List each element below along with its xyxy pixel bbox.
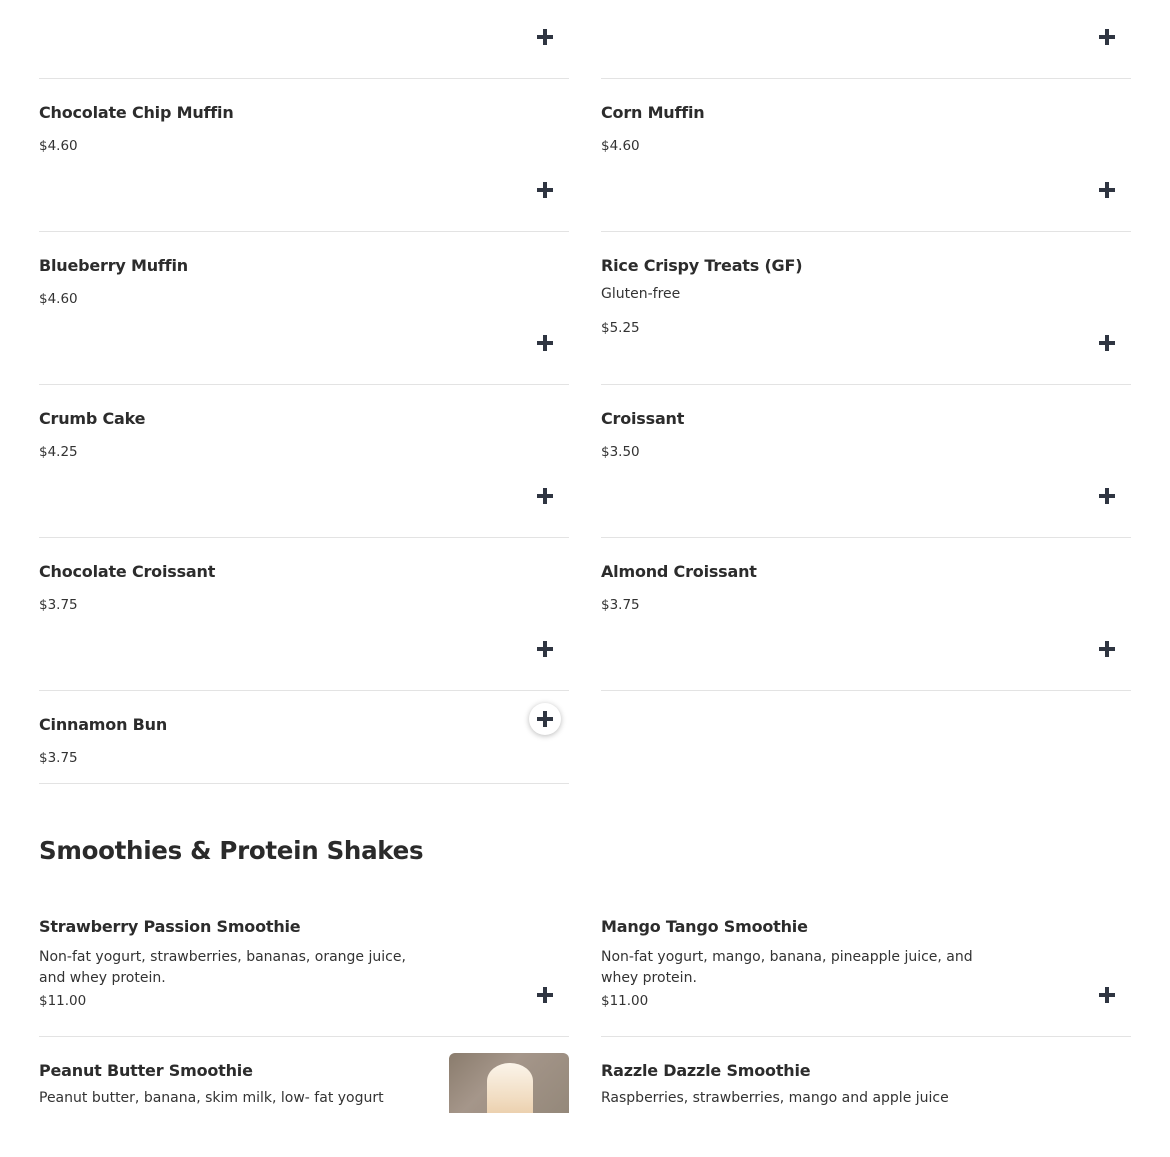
add-item-button[interactable]	[1091, 327, 1123, 359]
menu-item[interactable]	[601, 79, 1131, 232]
menu-item[interactable]	[601, 1037, 1131, 1157]
plus-icon	[537, 488, 553, 504]
item-name: Crumb Cake	[39, 409, 146, 428]
plus-icon	[1099, 987, 1115, 1003]
item-description: Peanut butter, banana, skim milk, low- fat yogurt	[39, 1090, 384, 1106]
item-price: $11.00	[39, 993, 87, 1009]
add-item-button[interactable]	[529, 21, 561, 53]
plus-icon	[1099, 488, 1115, 504]
item-name: Rice Crispy Treats (GF)	[601, 256, 803, 275]
item-name: Peanut Butter Smoothie	[39, 1061, 253, 1080]
item-name: Corn Muffin	[601, 103, 705, 122]
add-item-button[interactable]	[1091, 979, 1123, 1011]
item-name: Razzle Dazzle Smoothie	[601, 1061, 811, 1080]
item-price: $4.60	[39, 291, 78, 307]
add-item-button[interactable]	[1091, 174, 1123, 206]
item-name: Almond Croissant	[601, 562, 757, 581]
menu-item[interactable]	[39, 1037, 569, 1157]
plus-icon	[537, 182, 553, 198]
smoothie-cup-image	[487, 1063, 533, 1113]
add-item-button[interactable]	[1091, 480, 1123, 512]
item-photo[interactable]	[449, 1053, 569, 1113]
add-item-button[interactable]	[529, 633, 561, 665]
plus-icon	[1099, 182, 1115, 198]
item-price: $11.00	[601, 993, 649, 1009]
add-item-button[interactable]	[529, 174, 561, 206]
menu-item[interactable]	[39, 538, 569, 691]
add-item-button[interactable]	[529, 327, 561, 359]
item-name: Mango Tango Smoothie	[601, 917, 808, 936]
add-item-button[interactable]	[529, 979, 561, 1011]
bakery-menu-grid	[39, 0, 1131, 784]
menu-item[interactable]	[601, 0, 1131, 79]
item-name: Blueberry Muffin	[39, 256, 188, 275]
add-item-button[interactable]	[529, 703, 561, 735]
plus-icon	[537, 29, 553, 45]
item-price: $3.75	[39, 750, 78, 766]
menu-item[interactable]	[39, 385, 569, 538]
menu-item[interactable]	[601, 232, 1131, 385]
menu-item[interactable]	[39, 79, 569, 232]
menu-item[interactable]	[601, 385, 1131, 538]
plus-icon	[1099, 641, 1115, 657]
plus-icon	[537, 987, 553, 1003]
item-name: Cinnamon Bun	[39, 715, 168, 734]
smoothies-menu-grid	[39, 893, 1131, 1157]
item-description: Raspberries, strawberries, mango and apple juice	[601, 1090, 949, 1106]
menu-item[interactable]	[39, 893, 569, 1037]
item-price: $3.75	[601, 597, 640, 613]
add-item-button[interactable]	[1091, 633, 1123, 665]
plus-icon	[1099, 335, 1115, 351]
item-price: $4.60	[39, 138, 78, 154]
plus-icon	[1099, 29, 1115, 45]
add-item-button[interactable]	[1091, 21, 1123, 53]
item-description: Non-fat yogurt, strawberries, bananas, orange juice, and whey protein.	[39, 949, 406, 986]
menu-item[interactable]	[39, 0, 569, 79]
item-description: Gluten-free	[601, 286, 681, 302]
item-name: Chocolate Chip Muffin	[39, 103, 234, 122]
add-item-button[interactable]	[529, 480, 561, 512]
item-name: Strawberry Passion Smoothie	[39, 917, 301, 936]
menu-item[interactable]	[601, 538, 1131, 691]
plus-icon	[537, 641, 553, 657]
item-price: $4.25	[39, 444, 78, 460]
plus-icon	[537, 335, 553, 351]
menu-item[interactable]	[601, 893, 1131, 1037]
item-price: $3.75	[39, 597, 78, 613]
item-name: Chocolate Croissant	[39, 562, 216, 581]
plus-icon	[537, 711, 553, 727]
section-title: Smoothies & Protein Shakes	[39, 836, 424, 865]
menu-item[interactable]	[39, 691, 569, 784]
item-price: $4.60	[601, 138, 640, 154]
item-name: Croissant	[601, 409, 685, 428]
menu-item[interactable]	[39, 232, 569, 385]
item-description: Non-fat yogurt, mango, banana, pineapple juice, and whey protein.	[601, 949, 973, 986]
item-price: $3.50	[601, 444, 640, 460]
item-price: $5.25	[601, 320, 640, 336]
